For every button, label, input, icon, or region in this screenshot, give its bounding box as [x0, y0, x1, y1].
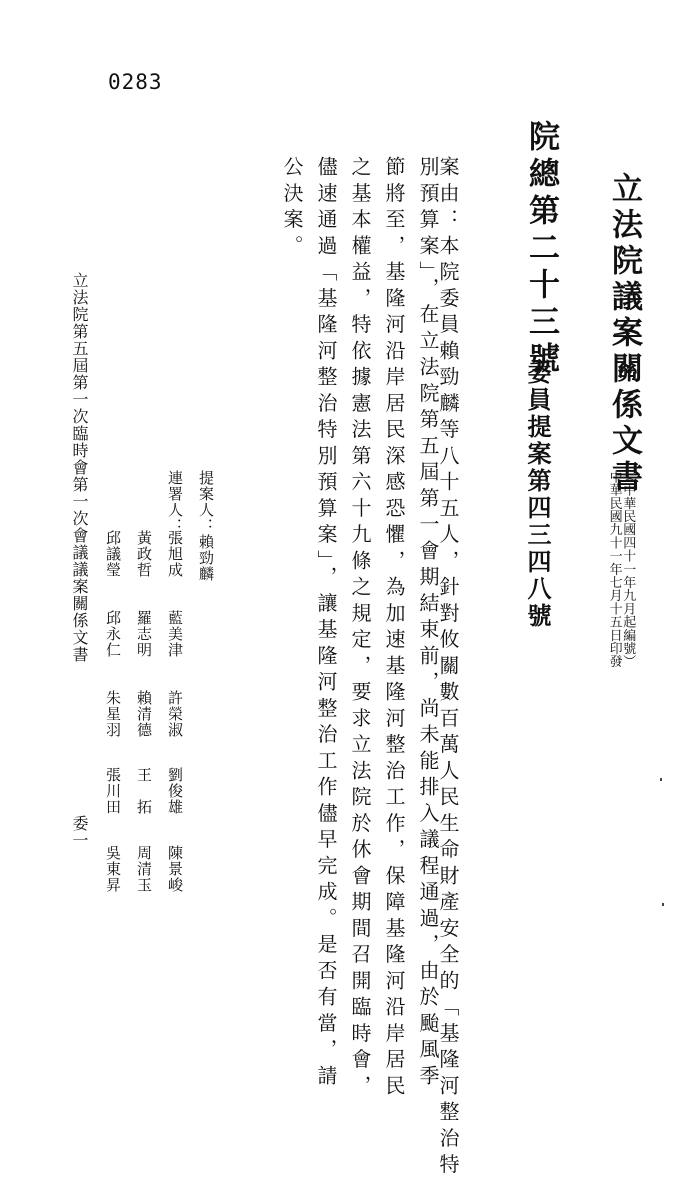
edition-note-print-date: 中華民國九十一年七月十五日印發 [606, 470, 622, 668]
body-line-1: 案由：本院委員賴勁麟等八十五人，針對攸關數百萬人民生命財產安全的「基隆河整治特 [436, 156, 460, 1180]
cosigner-name: 邱永仁 [104, 610, 122, 658]
body-line-6: 公決案。 [280, 156, 304, 261]
cosigner-name: 藍美津 [166, 610, 184, 658]
body-line-5: 儘速通過「基隆河整治特別預算案」，讓基隆河整治工作儘早完成。是否有當，請 [314, 156, 338, 1091]
cosigner-name: 黃政哲 [135, 530, 153, 578]
document-title: 立法院議案關係文書 [606, 172, 642, 496]
cosigner-name: 羅志明 [135, 610, 153, 658]
cosigner-name: 邱議瑩 [104, 530, 122, 578]
footer-page-number: 委一 [70, 815, 89, 849]
cosigner-name: 張旭成 [166, 530, 184, 578]
cosigner-name: 王 拓 [135, 767, 153, 815]
scan-speck [662, 903, 664, 906]
cosigner-name: 劉俊雄 [166, 767, 184, 815]
footer-title: 立法院第五屆第一次臨時會第一次會議議案關係文書 [70, 272, 89, 663]
edition-note-numbering: （中華民國四十一年九月起編號） [620, 470, 636, 668]
body-line-4: 之基本權益，特依據憲法第六十九條之規定，要求立法院於休會期間召開臨時會， [348, 156, 372, 1101]
edition-note [607, 470, 634, 668]
body-line-3: 節將至，基隆河沿岸居民深感恐懼，為加速基隆河整治工作，保障基隆河沿岸居民 [382, 156, 406, 1101]
proposal-body [268, 156, 458, 1180]
proposer: 提案人：賴勁麟 [197, 470, 215, 582]
cosigner-name: 吳東昇 [104, 845, 122, 893]
cosigner-name: 賴清德 [135, 690, 153, 738]
cosigner-label: 連署人： [166, 470, 184, 534]
proposal-title: 委員提案第四三四八號 [523, 360, 552, 630]
cosigner-name: 周清玉 [135, 845, 153, 893]
cosigner-name: 朱星羽 [104, 690, 122, 738]
page-number: 0283 [108, 70, 163, 94]
cosigner-name: 許榮淑 [166, 690, 184, 738]
body-line-2: 別預算案」，在立法院第五屆第一會期結束前，尚未能排入議程通過，由於颱風季 [416, 156, 440, 1091]
cosigner-name: 陳景峻 [166, 845, 184, 893]
scan-speck [660, 778, 662, 781]
cosigner-name: 張川田 [104, 767, 122, 815]
category-title: 院總第二十三號 [523, 120, 559, 379]
